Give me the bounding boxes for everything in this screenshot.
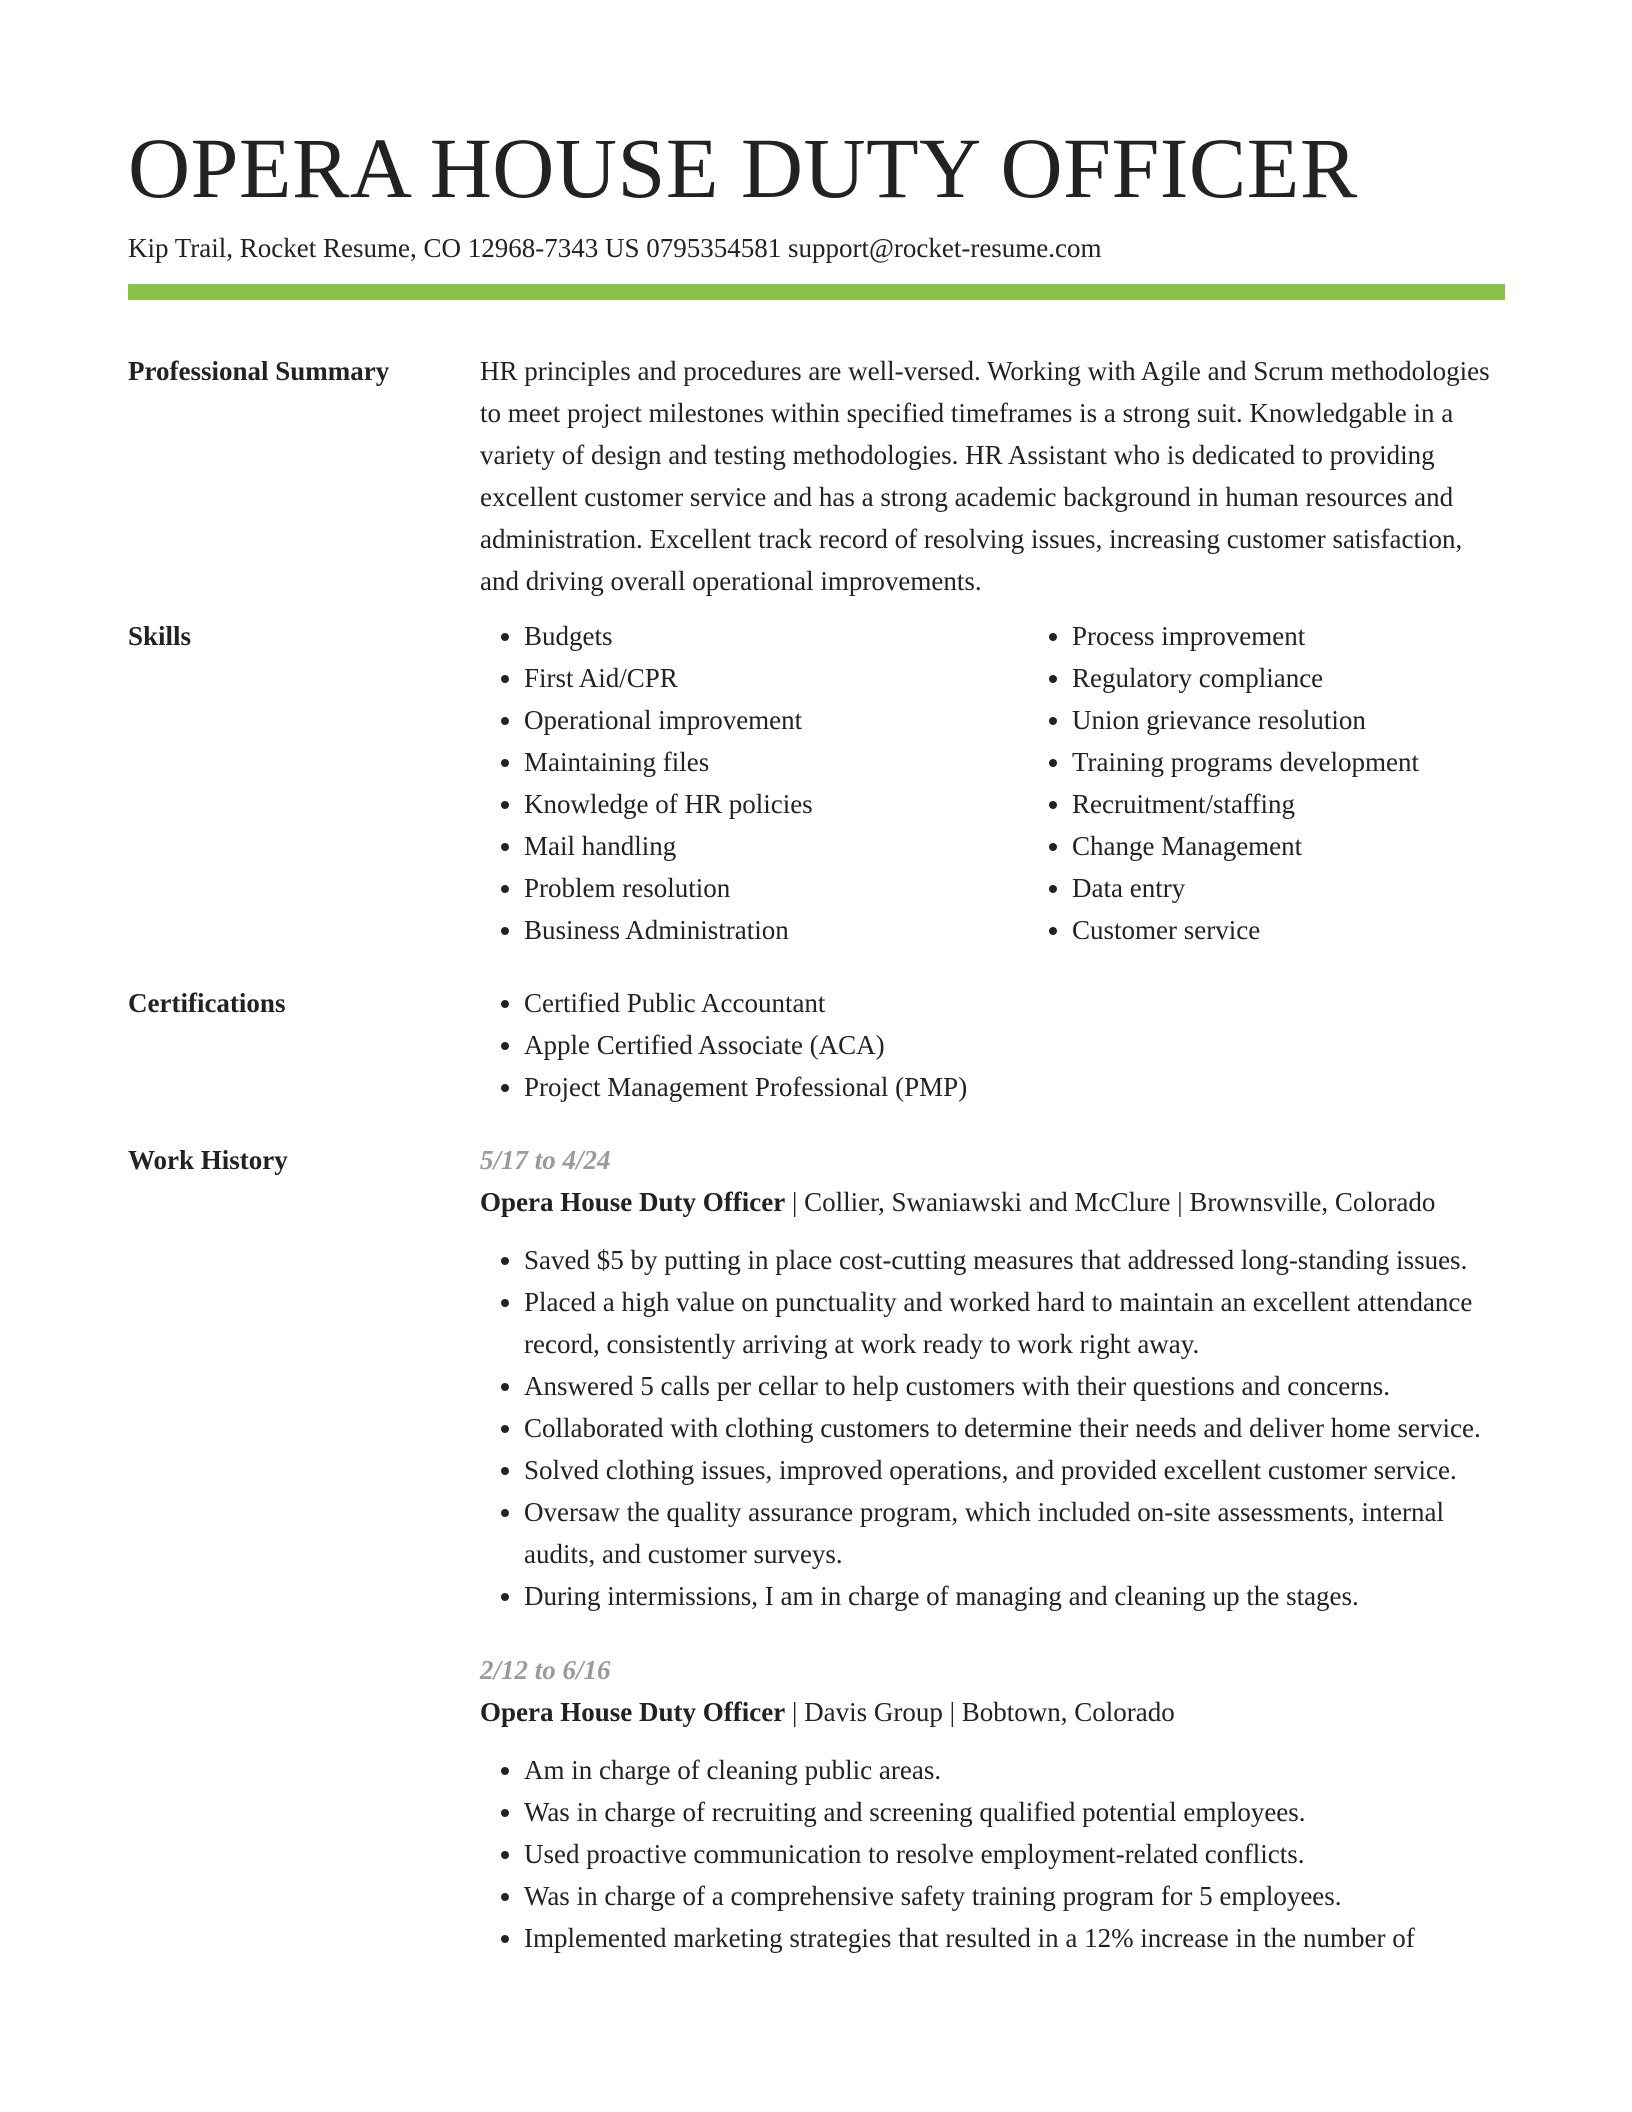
- summary-text: HR principles and procedures are well-versed. Working with Agile and Scrum methodologies to meet project milestones within specified timeframes is a strong suit. Knowledgable in a variety of design and testing methodologies. HR Assistant who is dedicated to providing excellent customer service and has a strong academic background in human resources and administration. Excellent track record of resolving issues, increasing customer satisfaction, and driving overall operational improvements.: [480, 356, 1490, 596]
- job-entry: [480, 1649, 1505, 1959]
- skill-item: • Operational improvement: [524, 699, 1028, 741]
- skill-item: • Training programs development: [1072, 741, 1576, 783]
- job-bullet: • Implemented marketing strategies that resulted in a 12% increase in the number of: [524, 1917, 1505, 1959]
- skill-item: • Business Administration: [524, 909, 1028, 951]
- job-title: Opera House Duty Officer: [480, 1187, 786, 1217]
- contact-line: Kip Trail, Rocket Resume, CO 12968-7343 US 0795354581 support@rocket-resume.com: [128, 233, 1102, 263]
- certification-item: • Apple Certified Associate (ACA): [524, 1024, 1505, 1066]
- job-bullet: • Placed a high value on punctuality and worked hard to maintain an excellent attendance record, consistently arriving at work ready to work right away.: [524, 1281, 1505, 1365]
- job-entry: [480, 1139, 1505, 1617]
- section-label: Work History: [128, 1145, 288, 1175]
- certification-item: • Certified Public Accountant: [524, 982, 1505, 1024]
- skill-item: • Knowledge of HR policies: [524, 783, 1028, 825]
- skill-item: • Budgets: [524, 615, 1028, 657]
- skills-list-left: [480, 615, 1028, 951]
- certifications-section: [128, 982, 1505, 1108]
- job-bullet: • Saved $5 by putting in place cost-cutting measures that addressed long-standing issues.: [524, 1239, 1505, 1281]
- skill-item: • Process improvement: [1072, 615, 1576, 657]
- resume-name: OPERA HOUSE DUTY OFFICER: [128, 120, 1358, 216]
- skill-item: • Data entry: [1072, 867, 1576, 909]
- skill-item: • Mail handling: [524, 825, 1028, 867]
- skills-section: [128, 615, 1505, 951]
- job-bullet: • Used proactive communication to resolve employment-related conflicts.: [524, 1833, 1505, 1875]
- job-dates: 2/12 to 6/16: [480, 1655, 611, 1685]
- skill-item: • Union grievance resolution: [1072, 699, 1576, 741]
- job-bullet: • Solved clothing issues, improved operations, and provided excellent customer service.: [524, 1449, 1505, 1491]
- skill-item: • Problem resolution: [524, 867, 1028, 909]
- job-bullet: • Was in charge of a comprehensive safety training program for 5 employees.: [524, 1875, 1505, 1917]
- job-heading: [480, 1691, 1505, 1733]
- job-title: Opera House Duty Officer: [480, 1697, 786, 1727]
- certification-item: • Project Management Professional (PMP): [524, 1066, 1505, 1108]
- skill-item: • Recruitment/staffing: [1072, 783, 1576, 825]
- resume-page: [128, 118, 1505, 1959]
- section-label: Certifications: [128, 988, 286, 1018]
- job-bullets: [480, 1239, 1505, 1617]
- job-bullet: • During intermissions, I am in charge of managing and cleaning up the stages.: [524, 1575, 1505, 1617]
- skill-item: • Maintaining files: [524, 741, 1028, 783]
- job-bullet: • Collaborated with clothing customers to determine their needs and deliver home service.: [524, 1407, 1505, 1449]
- job-bullet: • Answered 5 calls per cellar to help customers with their questions and concerns.: [524, 1365, 1505, 1407]
- job-details: | Collier, Swaniawski and McClure | Brownsville, Colorado: [785, 1187, 1436, 1217]
- skill-item: • Customer service: [1072, 909, 1576, 951]
- section-label: Skills: [128, 621, 192, 651]
- skills-list-right: [1028, 615, 1576, 951]
- job-bullet: • Oversaw the quality assurance program, which included on-site assessments, internal audits, and customer surveys.: [524, 1491, 1505, 1575]
- certifications-list: [480, 982, 1505, 1108]
- job-bullet: • Am in charge of cleaning public areas.: [524, 1749, 1505, 1791]
- job-bullet: • Was in charge of recruiting and screening qualified potential employees.: [524, 1791, 1505, 1833]
- header-divider: [128, 284, 1505, 300]
- summary-section: [128, 350, 1505, 602]
- work-history-section: [128, 1139, 1505, 1959]
- skill-item: • First Aid/CPR: [524, 657, 1028, 699]
- job-bullets: [480, 1749, 1505, 1959]
- skill-item: • Regulatory compliance: [1072, 657, 1576, 699]
- job-dates: 5/17 to 4/24: [480, 1145, 611, 1175]
- skill-item: • Change Management: [1072, 825, 1576, 867]
- job-details: | Davis Group | Bobtown, Colorado: [785, 1697, 1175, 1727]
- section-label: Professional Summary: [128, 356, 390, 386]
- job-heading: [480, 1181, 1505, 1223]
